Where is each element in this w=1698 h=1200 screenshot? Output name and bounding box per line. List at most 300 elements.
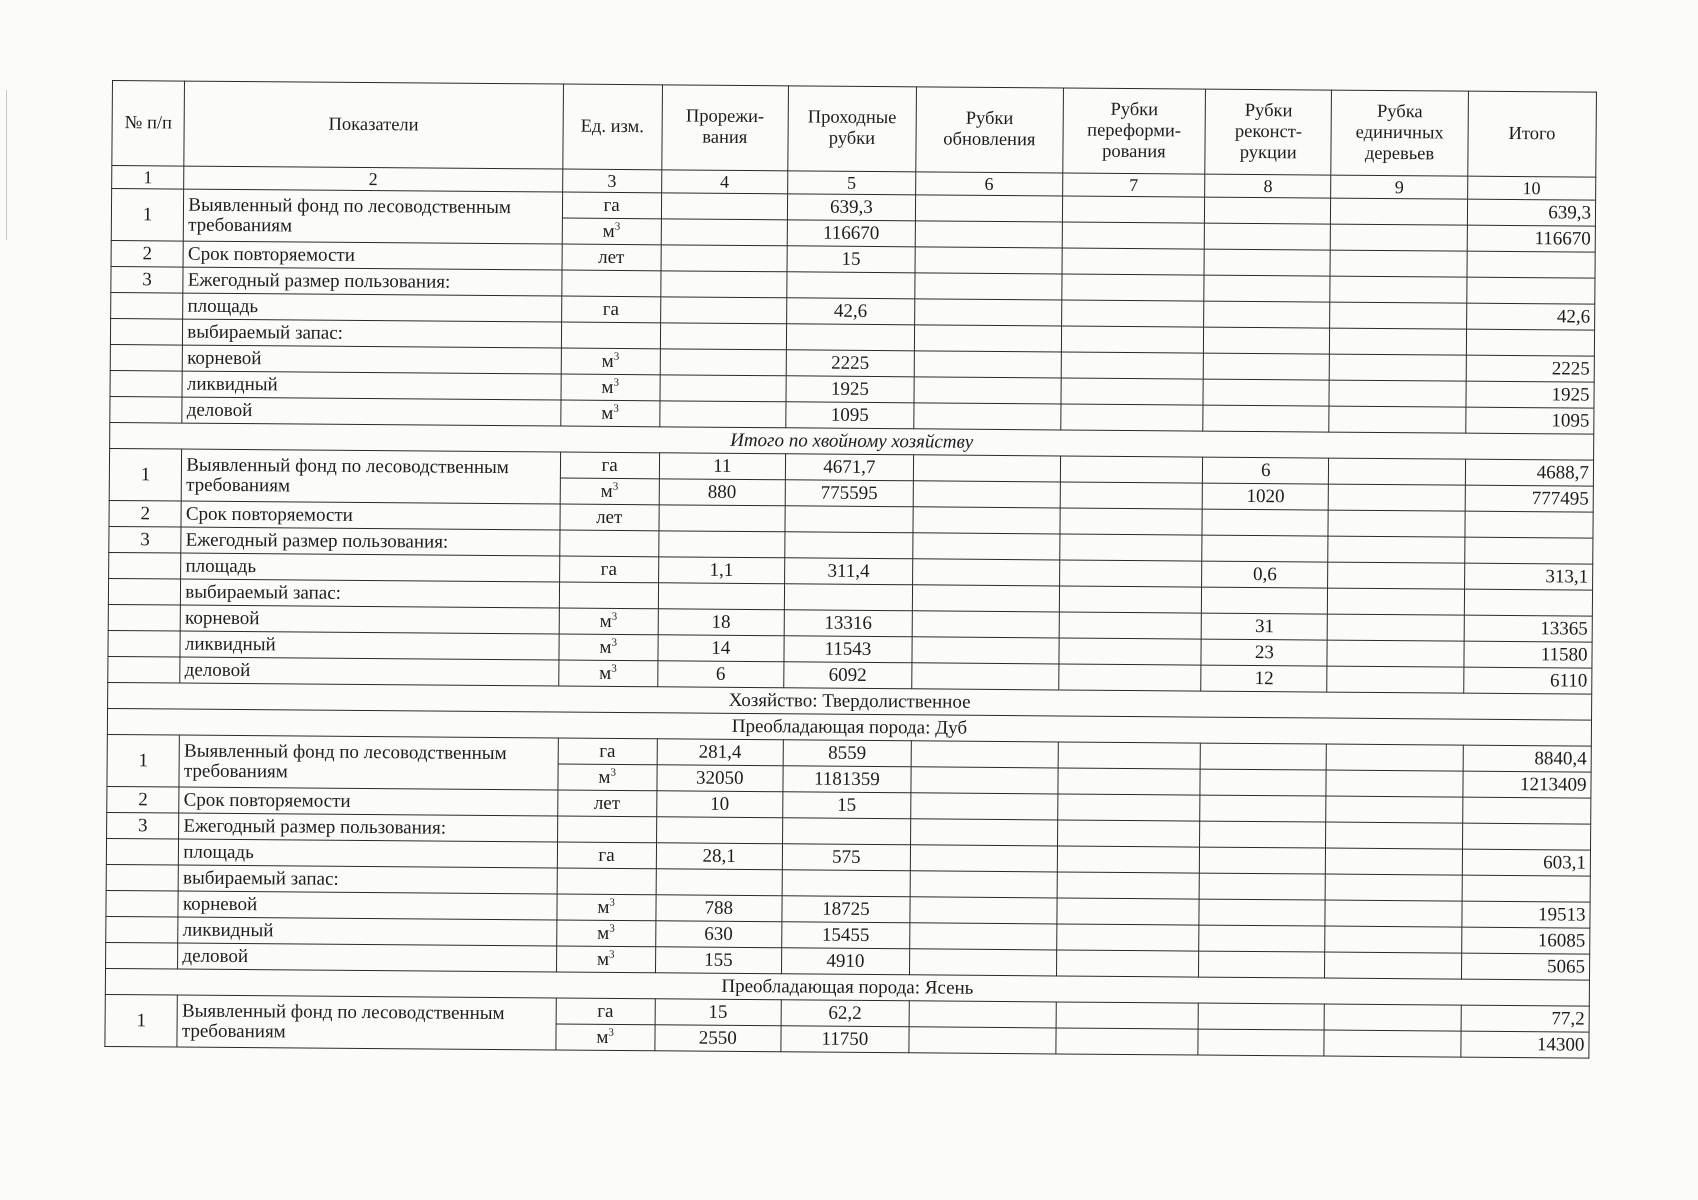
cell: [1202, 587, 1328, 614]
total-cell: [1462, 823, 1590, 850]
cell: [915, 299, 1062, 326]
cell: 880: [659, 479, 785, 506]
cell: [915, 247, 1062, 274]
total-cell: 1095: [1466, 407, 1594, 434]
cell: 6: [1203, 457, 1329, 484]
section-title-oak: Преобладающая порода: Дуб: [107, 708, 1591, 746]
cell: [108, 630, 181, 657]
col-number: 10: [1467, 176, 1595, 200]
cell: 13316: [784, 610, 912, 637]
cell: [1199, 951, 1325, 978]
unit-cell: $м^3$: [556, 946, 655, 973]
row-label-area: площадь: [181, 553, 559, 582]
cell: [1204, 249, 1330, 276]
cell: [1326, 848, 1463, 875]
header-passage-cuts: Проходные рубки: [788, 86, 917, 172]
cell: [1328, 536, 1465, 563]
header-thinning: Прорежи-вания: [662, 85, 789, 171]
cell: [106, 916, 179, 943]
cell: 1095: [786, 402, 914, 429]
cell: [1326, 770, 1463, 797]
cell: [1331, 224, 1468, 251]
row-number: 2: [107, 786, 180, 813]
row-number: 1: [107, 734, 180, 787]
cell: [1056, 950, 1199, 977]
cell: [1200, 769, 1326, 796]
cell: [910, 923, 1057, 950]
row-label-fund: Выявленный фонд по лесоводственным требованиям: [184, 189, 563, 244]
cell: [110, 344, 183, 371]
section-title-hardwood-farm: Хозяйство: Твердолиственное: [108, 682, 1592, 720]
header-row: [112, 81, 1597, 178]
unit-cell: га: [558, 738, 657, 765]
cell: 1181359: [783, 766, 911, 793]
row-label-period: Срок повторяемости: [183, 241, 561, 270]
row-label-annual: Ежегодный размер пользования:: [179, 813, 557, 842]
cell: 15: [655, 999, 781, 1026]
row-label-period: Срок повторяемости: [181, 501, 559, 530]
total-cell: 313,1: [1464, 563, 1592, 590]
row-label-root: корневой: [183, 345, 561, 374]
cell: [1330, 328, 1467, 355]
cell: [1057, 872, 1200, 899]
cell: [1326, 744, 1463, 771]
cell: [1329, 484, 1466, 511]
cell: 11750: [781, 1026, 909, 1053]
cell: [1056, 924, 1199, 951]
cell: [787, 272, 915, 299]
cell: 18725: [782, 896, 910, 923]
cell: [1057, 820, 1200, 847]
section-title-ash: Преобладающая порода: Ясень: [105, 968, 1589, 1006]
col-number: 4: [661, 170, 787, 194]
cell: [910, 897, 1057, 924]
cell: 10: [656, 791, 782, 818]
cell: 6: [658, 661, 784, 688]
col-number: 9: [1331, 175, 1468, 199]
cell: 575: [782, 844, 910, 871]
cell: [661, 193, 787, 220]
header-unit: Ед. изм.: [562, 84, 662, 170]
cell: 2550: [655, 1025, 781, 1052]
cell: [1324, 1004, 1461, 1031]
unit-cell: $м^3$: [556, 894, 655, 921]
cell: [661, 219, 787, 246]
cell: [1326, 822, 1463, 849]
cell: [1058, 664, 1201, 691]
cell: [912, 585, 1059, 612]
cell: 15: [783, 792, 911, 819]
cell: [559, 582, 658, 609]
total-cell: 5065: [1461, 953, 1589, 980]
cell: [784, 584, 912, 611]
row-label-stock: выбираемый запас:: [181, 579, 559, 608]
cell: [1330, 250, 1467, 277]
cell: [1200, 795, 1326, 822]
cell: [1059, 586, 1202, 613]
cell: [1325, 952, 1462, 979]
cell: [912, 611, 1059, 638]
cell: 15455: [782, 922, 910, 949]
cell: 311,4: [784, 558, 912, 585]
cell: [659, 505, 785, 532]
cell: 12: [1201, 665, 1327, 692]
unit-cell: га: [557, 842, 656, 869]
cell: [1057, 846, 1200, 873]
cell: [660, 375, 786, 402]
unit-cell: га: [560, 452, 659, 479]
cell: [1328, 562, 1465, 589]
cell: [1059, 534, 1202, 561]
cell: [557, 816, 656, 843]
cell: [909, 1001, 1056, 1028]
total-cell: [1465, 511, 1593, 538]
cell: [782, 818, 910, 845]
cell: [910, 819, 1057, 846]
cell: [661, 271, 787, 298]
cell: [914, 377, 1061, 404]
cell: [1329, 458, 1466, 485]
row-label-fund: Выявленный фонд по лесоводственным требованиям: [179, 735, 558, 790]
cell: [1061, 378, 1204, 405]
cell: [913, 455, 1060, 482]
scan-edge-mark: [6, 90, 7, 240]
header-single-tree-cuts: Рубка единичных деревьев: [1331, 90, 1468, 176]
cell: 32050: [657, 765, 783, 792]
cell: [1199, 925, 1325, 952]
cell: [909, 949, 1056, 976]
row-label-liquid: ликвидный: [182, 371, 560, 400]
cell: 14: [658, 635, 784, 662]
cell: [1061, 326, 1204, 353]
cell: [1328, 510, 1465, 537]
cell: [912, 637, 1059, 664]
cell: [110, 396, 183, 423]
cell: 775595: [785, 480, 913, 507]
cell: [1200, 743, 1326, 770]
cell: [110, 370, 183, 397]
cell: [1060, 456, 1203, 483]
row-number: 1: [111, 189, 184, 242]
cell: [1327, 614, 1464, 641]
cell: [1200, 821, 1326, 848]
cell: [108, 604, 181, 631]
cell: [909, 1027, 1056, 1054]
cell: [1060, 482, 1203, 509]
cell: 639,3: [787, 194, 915, 221]
unit-cell: $м^3$: [559, 608, 658, 635]
cell: [111, 292, 184, 319]
total-cell: [1465, 537, 1593, 564]
cell: [1062, 196, 1205, 223]
cell: [912, 663, 1059, 690]
forest-usage-table: [104, 80, 1597, 1059]
cell: [1060, 404, 1203, 431]
cell: [1204, 301, 1330, 328]
cell: [1203, 379, 1329, 406]
cell: [914, 351, 1061, 378]
cell: [1198, 1003, 1324, 1030]
row-label-business: деловой: [180, 657, 558, 686]
cell: [911, 793, 1058, 820]
cell: [914, 403, 1061, 430]
cell: [557, 868, 656, 895]
cell: [1057, 898, 1200, 925]
cell: [108, 578, 181, 605]
col-number: 8: [1205, 174, 1331, 198]
total-cell: [1467, 277, 1595, 304]
cell: 2225: [786, 350, 914, 377]
section-title-conifer-total: Итого по хвойному хозяйству: [110, 422, 1594, 460]
col-number: 1: [112, 166, 185, 190]
total-cell: [1462, 875, 1590, 902]
cell: 11: [659, 453, 785, 480]
cell: [1058, 768, 1201, 795]
header-total: Итого: [1468, 91, 1597, 177]
cell: 1020: [1202, 483, 1328, 510]
total-cell: [1462, 797, 1590, 824]
total-cell: 1925: [1466, 381, 1594, 408]
cell: 788: [656, 895, 782, 922]
cell: [106, 890, 179, 917]
row-label-business: деловой: [182, 397, 560, 426]
total-cell: 13365: [1464, 615, 1592, 642]
unit-cell: га: [559, 556, 658, 583]
row-label-stock: выбираемый запас:: [183, 319, 561, 348]
cell: [1202, 535, 1328, 562]
unit-cell: $м^3$: [559, 634, 658, 661]
row-number: 2: [111, 240, 184, 267]
cell: [1325, 900, 1462, 927]
cell: [108, 656, 181, 683]
unit-cell: $м^3$: [556, 920, 655, 947]
unit-cell: $м^3$: [555, 1024, 654, 1051]
cell: [785, 506, 913, 533]
cell: [1059, 638, 1202, 665]
cell: [910, 845, 1057, 872]
cell: 23: [1201, 639, 1327, 666]
total-cell: 2225: [1466, 355, 1594, 382]
row-label-annual: Ежегодный размер пользования:: [183, 267, 561, 296]
cell: [658, 583, 784, 610]
col-number: 6: [916, 172, 1063, 196]
row-label-stock: выбираемый запас:: [178, 865, 556, 894]
cell: [1056, 1028, 1199, 1055]
row-label-annual: Ежегодный размер пользования:: [181, 527, 559, 556]
total-cell: 4688,7: [1465, 459, 1593, 486]
cell: [1059, 612, 1202, 639]
cell: [656, 817, 782, 844]
cell: [561, 270, 660, 297]
total-cell: 8840,4: [1463, 745, 1591, 772]
row-number: 1: [105, 994, 178, 1047]
cell: 630: [655, 921, 781, 948]
total-cell: [1467, 251, 1595, 278]
cell: [1199, 899, 1325, 926]
row-label-period: Срок повторяемости: [179, 787, 557, 816]
cell: [1061, 352, 1204, 379]
cell: [913, 481, 1060, 508]
total-cell: 777495: [1465, 485, 1593, 512]
unit-cell: лет: [557, 790, 656, 817]
row-label-fund: Выявленный фонд по лесоводственным требованиям: [177, 995, 556, 1050]
cell: [1327, 666, 1464, 693]
cell: [110, 318, 183, 345]
cell: [1057, 794, 1200, 821]
total-cell: 1213409: [1463, 771, 1591, 798]
total-cell: 116670: [1467, 225, 1595, 252]
total-cell: 6110: [1463, 667, 1591, 694]
cell: [106, 942, 179, 969]
unit-cell: лет: [562, 244, 661, 271]
row-number: 3: [111, 266, 184, 293]
total-cell: 11580: [1464, 641, 1592, 668]
row-label-area: площадь: [183, 293, 561, 322]
header-number: № п/п: [112, 81, 185, 167]
header-reformation-cuts: Рубки переформи-рования: [1062, 88, 1205, 174]
cell: [1203, 353, 1329, 380]
total-cell: [1466, 329, 1594, 356]
col-number: 5: [787, 171, 915, 195]
cell: [915, 195, 1062, 222]
cell: [1331, 198, 1468, 225]
cell: 18: [658, 609, 784, 636]
cell: [913, 559, 1060, 586]
row-number: 2: [109, 500, 182, 527]
cell: 4671,7: [785, 454, 913, 481]
total-cell: 77,2: [1461, 1005, 1589, 1032]
cell: [786, 324, 914, 351]
cell: [1061, 300, 1204, 327]
cell: [1325, 926, 1462, 953]
cell: [660, 401, 786, 428]
col-number: 3: [562, 169, 661, 193]
cell: [659, 531, 785, 558]
cell: [1328, 588, 1465, 615]
cell: [660, 323, 786, 350]
header-indicators: Показатели: [184, 81, 563, 169]
unit-cell: $м^3$: [560, 400, 659, 427]
cell: 42,6: [786, 298, 914, 325]
total-cell: 639,3: [1467, 199, 1595, 226]
cell: 1925: [786, 376, 914, 403]
cell: [1329, 406, 1466, 433]
total-cell: 19513: [1462, 901, 1590, 928]
cell: [106, 838, 179, 865]
total-cell: 14300: [1461, 1031, 1589, 1058]
cell: [109, 552, 182, 579]
cell: [1330, 302, 1467, 329]
cell: 15: [787, 246, 915, 273]
cell: 0,6: [1202, 561, 1328, 588]
unit-cell: га: [561, 296, 660, 323]
cell: 31: [1201, 613, 1327, 640]
row-label-root: корневой: [178, 891, 556, 920]
cell: [911, 767, 1058, 794]
cell: [1059, 560, 1202, 587]
cell: [1325, 874, 1462, 901]
cell: [1330, 276, 1467, 303]
cell: [785, 532, 913, 559]
total-cell: 603,1: [1462, 849, 1590, 876]
unit-cell: га: [562, 192, 661, 219]
row-number: 1: [109, 448, 182, 501]
cell: [660, 297, 786, 324]
unit-cell: $м^3$: [557, 764, 656, 791]
cell: [1200, 847, 1326, 874]
cell: [1061, 274, 1204, 301]
cell: [1329, 380, 1466, 407]
row-label-liquid: ликвидный: [178, 917, 556, 946]
total-cell: 16085: [1461, 927, 1589, 954]
row-number: 3: [109, 526, 182, 553]
row-label-root: корневой: [181, 605, 559, 634]
cell: [1205, 223, 1331, 250]
cell: [1199, 873, 1325, 900]
cell: [1056, 1002, 1199, 1029]
cell: [782, 870, 910, 897]
unit-cell: $м^3$: [561, 374, 660, 401]
cell: 1,1: [658, 557, 784, 584]
cell: [1204, 275, 1330, 302]
cell: [910, 871, 1057, 898]
cell: 8559: [783, 740, 911, 767]
cell: [915, 273, 1062, 300]
cell: [561, 322, 660, 349]
cell: [1205, 197, 1331, 224]
unit-cell: $м^3$: [558, 660, 657, 687]
cell: [1198, 1029, 1324, 1056]
cell: [1062, 248, 1205, 275]
cell: 281,4: [657, 739, 783, 766]
col-number: 7: [1062, 173, 1205, 197]
unit-cell: $м^3$: [561, 348, 660, 375]
row-label-area: площадь: [179, 839, 557, 868]
cell: [1062, 222, 1205, 249]
cell: [106, 864, 179, 891]
cell: [911, 741, 1058, 768]
cell: [913, 507, 1060, 534]
cell: 28,1: [656, 843, 782, 870]
cell: [661, 245, 787, 272]
cell: [913, 533, 1060, 560]
cell: [1326, 796, 1463, 823]
header-renewal-cuts: Рубки обновления: [916, 87, 1063, 173]
unit-cell: $м^3$: [562, 218, 661, 245]
cell: [1324, 1030, 1461, 1057]
cell: 116670: [787, 220, 915, 247]
unit-cell: лет: [560, 504, 659, 531]
cell: [1204, 327, 1330, 354]
cell: 11543: [784, 636, 912, 663]
row-number: 3: [107, 812, 180, 839]
row-label-business: деловой: [178, 943, 556, 972]
cell: [660, 349, 786, 376]
cell: [656, 869, 782, 896]
cell: [1058, 742, 1201, 769]
cell: [1060, 508, 1203, 535]
cell: [1202, 509, 1328, 536]
cell: [1327, 640, 1464, 667]
header-reconstruction-cuts: Рубки реконст-рукции: [1205, 89, 1332, 175]
cell: 155: [655, 947, 781, 974]
row-label-liquid: ликвидный: [180, 631, 558, 660]
unit-cell: га: [556, 998, 655, 1025]
cell: 62,2: [781, 1000, 909, 1027]
cell: [1203, 405, 1329, 432]
cell: 6092: [784, 662, 912, 689]
col-number: 2: [184, 166, 562, 192]
